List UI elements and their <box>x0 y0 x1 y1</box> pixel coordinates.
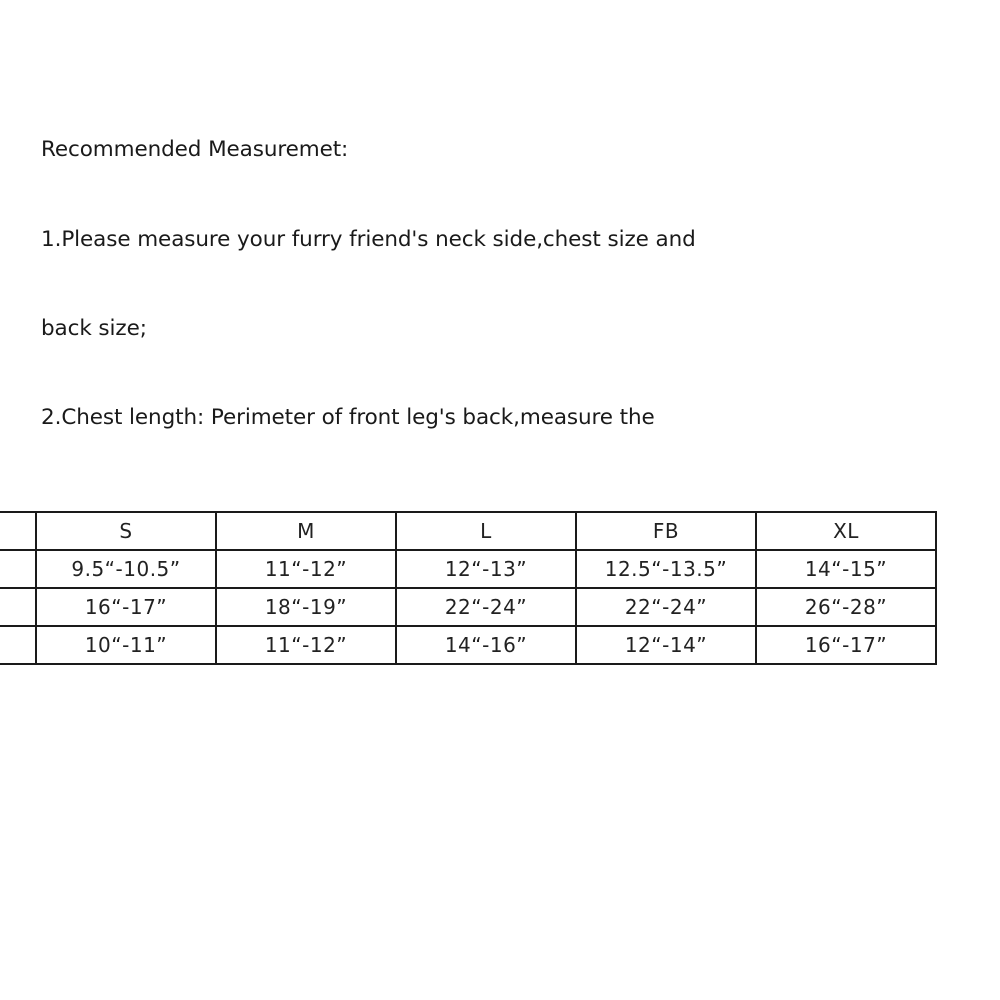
table-cell: 10“-11” <box>36 626 216 664</box>
table-cell: 16“-17” <box>36 588 216 626</box>
table-header-row <box>0 512 936 550</box>
table-cell: 16“-17” <box>756 626 936 664</box>
instruction-line: back size; <box>41 315 147 341</box>
instructions-heading: Recommended Measuremet: <box>41 137 349 163</box>
table-cell: 12.5“-13.5” <box>576 550 756 588</box>
header-cell: L <box>396 512 576 550</box>
table-row <box>0 588 936 626</box>
table-cell: 11“-12” <box>216 550 396 588</box>
header-cell: XL <box>756 512 936 550</box>
table-row <box>0 626 936 664</box>
table-row <box>0 550 936 588</box>
header-cell: S <box>36 512 216 550</box>
table-cell: 14“-15” <box>756 550 936 588</box>
header-cell: FB <box>576 512 756 550</box>
table-cell: 22“-24” <box>396 588 576 626</box>
size-chart-table <box>0 511 937 665</box>
row-label-cell <box>0 626 36 664</box>
table-cell: 9.5“-10.5” <box>36 550 216 588</box>
row-label-cell <box>0 550 36 588</box>
table-cell: 14“-16” <box>396 626 576 664</box>
table-cell: 26“-28” <box>756 588 936 626</box>
row-label-cell <box>0 512 36 550</box>
measurement-instructions <box>41 76 761 456</box>
instruction-line: 1.Please measure your furry friend's neck side,chest size and <box>41 226 696 252</box>
table-cell: 11“-12” <box>216 626 396 664</box>
table-cell: 12“-14” <box>576 626 756 664</box>
table-cell: 12“-13” <box>396 550 576 588</box>
table-cell: 22“-24” <box>576 588 756 626</box>
instruction-line: 2.Chest length: Perimeter of front leg's back,measure the <box>41 404 655 430</box>
row-label-cell <box>0 588 36 626</box>
table-cell: 18“-19” <box>216 588 396 626</box>
header-cell: M <box>216 512 396 550</box>
